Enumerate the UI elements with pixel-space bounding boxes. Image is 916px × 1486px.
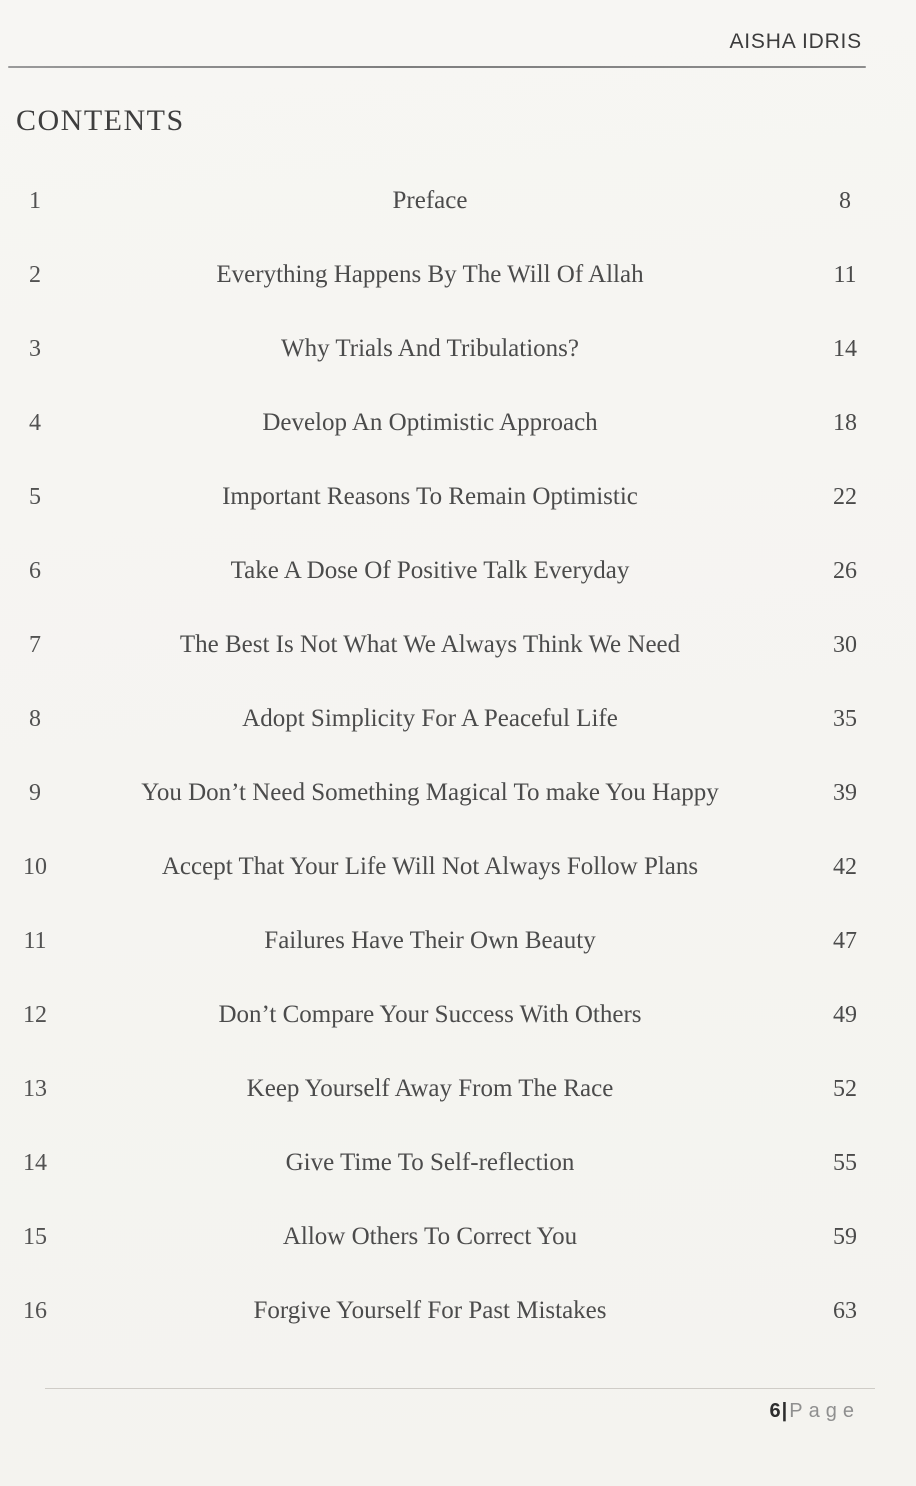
toc-entry-page: 63	[833, 1297, 857, 1324]
toc-row	[0, 1200, 916, 1274]
toc-entry-number: 2	[29, 261, 41, 288]
toc-row	[0, 682, 916, 756]
toc-entry-title: Accept That Your Life Will Not Always Follow Plans	[161, 853, 699, 880]
toc-entry-title: Everything Happens By The Will Of Allah	[216, 261, 644, 288]
toc-entry-number: 16	[23, 1297, 47, 1324]
toc-entry-page: 14	[833, 335, 857, 362]
toc-row	[0, 756, 916, 830]
toc-entry-page: 11	[833, 261, 857, 288]
author-name: AISHA IDRIS	[729, 30, 862, 53]
toc-entry-title: You Don’t Need Something Magical To make You Happy	[141, 779, 719, 806]
toc-row	[0, 238, 916, 312]
toc-entry-number: 10	[23, 853, 47, 880]
toc-row	[0, 904, 916, 978]
toc-row	[0, 608, 916, 682]
toc-entry-page: 8	[839, 187, 851, 214]
toc-row	[0, 386, 916, 460]
toc-entry-number: 5	[29, 483, 41, 510]
page-footer	[770, 1398, 860, 1424]
toc-row	[0, 460, 916, 534]
footer-divider	[45, 1388, 875, 1389]
toc-entry-number: 11	[23, 927, 47, 954]
toc-entry-title: Take A Dose Of Positive Talk Everyday	[230, 557, 630, 584]
toc-entry-page: 59	[833, 1223, 857, 1250]
toc-row	[0, 312, 916, 386]
toc-row	[0, 164, 916, 238]
toc-entry-page: 18	[833, 409, 857, 436]
toc-row	[0, 830, 916, 904]
toc-entry-title: Allow Others To Correct You	[282, 1223, 578, 1250]
toc-entry-number: 14	[23, 1149, 47, 1176]
table-of-contents	[0, 164, 916, 1348]
footer-separator: |	[781, 1400, 788, 1422]
toc-entry-page: 22	[833, 483, 857, 510]
toc-entry-page: 47	[833, 927, 857, 954]
header-divider	[8, 66, 866, 68]
toc-entry-title: Preface	[392, 187, 468, 214]
toc-entry-number: 9	[29, 779, 41, 806]
toc-entry-title: Failures Have Their Own Beauty	[264, 927, 596, 954]
toc-entry-page: 52	[833, 1075, 857, 1102]
toc-entry-title: Develop An Optimistic Approach	[262, 409, 598, 436]
toc-row	[0, 1274, 916, 1348]
toc-entry-title: Keep Yourself Away From The Race	[246, 1075, 614, 1102]
toc-row	[0, 978, 916, 1052]
toc-entry-title: Don’t Compare Your Success With Others	[218, 1001, 642, 1028]
toc-entry-number: 4	[29, 409, 41, 436]
toc-entry-title: Forgive Yourself For Past Mistakes	[253, 1297, 607, 1324]
toc-entry-title: Give Time To Self-reflection	[285, 1149, 575, 1176]
footer-page-number: 6	[769, 1400, 781, 1422]
toc-entry-title: The Best Is Not What We Always Think We Need	[179, 631, 681, 658]
toc-entry-number: 1	[29, 187, 41, 214]
footer-page-word: Page	[789, 1400, 860, 1422]
toc-entry-page: 55	[833, 1149, 857, 1176]
toc-row	[0, 1052, 916, 1126]
toc-entry-title: Important Reasons To Remain Optimistic	[222, 483, 638, 510]
toc-entry-number: 15	[23, 1223, 47, 1250]
toc-entry-page: 35	[833, 705, 857, 732]
toc-entry-title: Adopt Simplicity For A Peaceful Life	[242, 705, 618, 732]
toc-entry-page: 30	[833, 631, 857, 658]
toc-entry-number: 6	[29, 557, 41, 584]
toc-entry-number: 3	[29, 335, 41, 362]
toc-entry-page: 49	[833, 1001, 857, 1028]
toc-entry-number: 13	[23, 1075, 47, 1102]
toc-entry-page: 26	[833, 557, 857, 584]
toc-row	[0, 1126, 916, 1200]
toc-entry-page: 39	[833, 779, 857, 806]
toc-entry-page: 42	[833, 853, 857, 880]
toc-entry-number: 12	[23, 1001, 47, 1028]
toc-entry-title: Why Trials And Tribulations?	[281, 335, 579, 362]
toc-entry-number: 8	[29, 705, 41, 732]
contents-heading: CONTENTS	[16, 104, 185, 137]
toc-entry-number: 7	[29, 631, 41, 658]
toc-row	[0, 534, 916, 608]
